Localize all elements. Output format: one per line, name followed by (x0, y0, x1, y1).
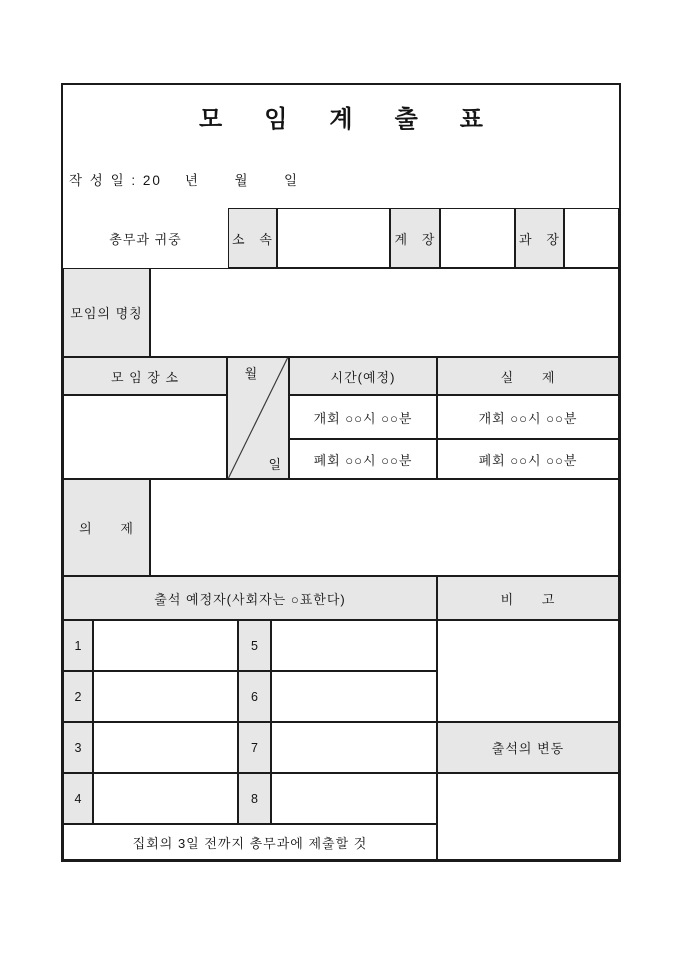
attendee-number-1: 1 (63, 620, 93, 671)
note-input-area[interactable] (437, 620, 619, 722)
agenda-label: 의 제 (63, 479, 150, 576)
open-time-planned[interactable]: 개회 ○○시 ○○분 (289, 395, 437, 439)
meeting-place-label: 모 임 장 소 (63, 357, 227, 395)
affiliation-label: 소 속 (228, 208, 277, 268)
attendee-number-2: 2 (63, 671, 93, 722)
dept-chief-label: 과 장 (515, 208, 564, 268)
month-label: 월 (244, 366, 259, 381)
attendee-number-4: 4 (63, 773, 93, 824)
meeting-name-input[interactable] (150, 268, 619, 357)
attendee-number-6: 6 (238, 671, 271, 722)
time-actual-header: 실 제 (437, 357, 619, 395)
recipient-label: 총무과 귀중 (63, 208, 228, 268)
agenda-input[interactable] (150, 479, 619, 576)
attendee-name-input-4[interactable] (93, 773, 238, 824)
attendee-name-input-5[interactable] (271, 620, 437, 671)
attendee-number-7: 7 (238, 722, 271, 773)
attendance-change-input-area[interactable] (437, 773, 619, 860)
date-written-line: 작 성 일 : 20 년 월 일 (69, 173, 300, 188)
footer-submission-note: 집회의 3일 전까지 총무과에 제출할 것 (63, 824, 437, 860)
attendee-number-3: 3 (63, 722, 93, 773)
meeting-place-input[interactable] (63, 395, 227, 479)
day-label: 일 (268, 457, 282, 472)
attendee-name-input-2[interactable] (93, 671, 238, 722)
section-chief-label: 계 장 (390, 208, 440, 268)
close-time-planned[interactable]: 폐회 ○○시 ○○분 (289, 439, 437, 479)
attendees-header: 출석 예정자(사회자는 ○표한다) (63, 576, 437, 620)
attendee-number-5: 5 (238, 620, 271, 671)
meeting-name-label: 모임의 명칭 (63, 268, 150, 357)
attendee-name-input-1[interactable] (93, 620, 238, 671)
close-time-actual[interactable]: 폐회 ○○시 ○○분 (437, 439, 619, 479)
attendee-name-input-6[interactable] (271, 671, 437, 722)
meeting-report-form (61, 83, 621, 862)
affiliation-input[interactable] (277, 208, 390, 268)
attendee-name-input-3[interactable] (93, 722, 238, 773)
section-chief-sign-box[interactable] (440, 208, 515, 268)
attendee-number-8: 8 (238, 773, 271, 824)
dept-chief-sign-box[interactable] (564, 208, 619, 268)
attendee-name-input-7[interactable] (271, 722, 437, 773)
page-title: 모 임 계 출 표 (199, 107, 501, 133)
note-header: 비 고 (437, 576, 619, 620)
month-day-cell[interactable] (227, 357, 289, 479)
attendance-change-label: 출석의 변동 (437, 722, 619, 773)
attendee-name-input-8[interactable] (271, 773, 437, 824)
open-time-actual[interactable]: 개회 ○○시 ○○분 (437, 395, 619, 439)
time-planned-header: 시간(예정) (289, 357, 437, 395)
